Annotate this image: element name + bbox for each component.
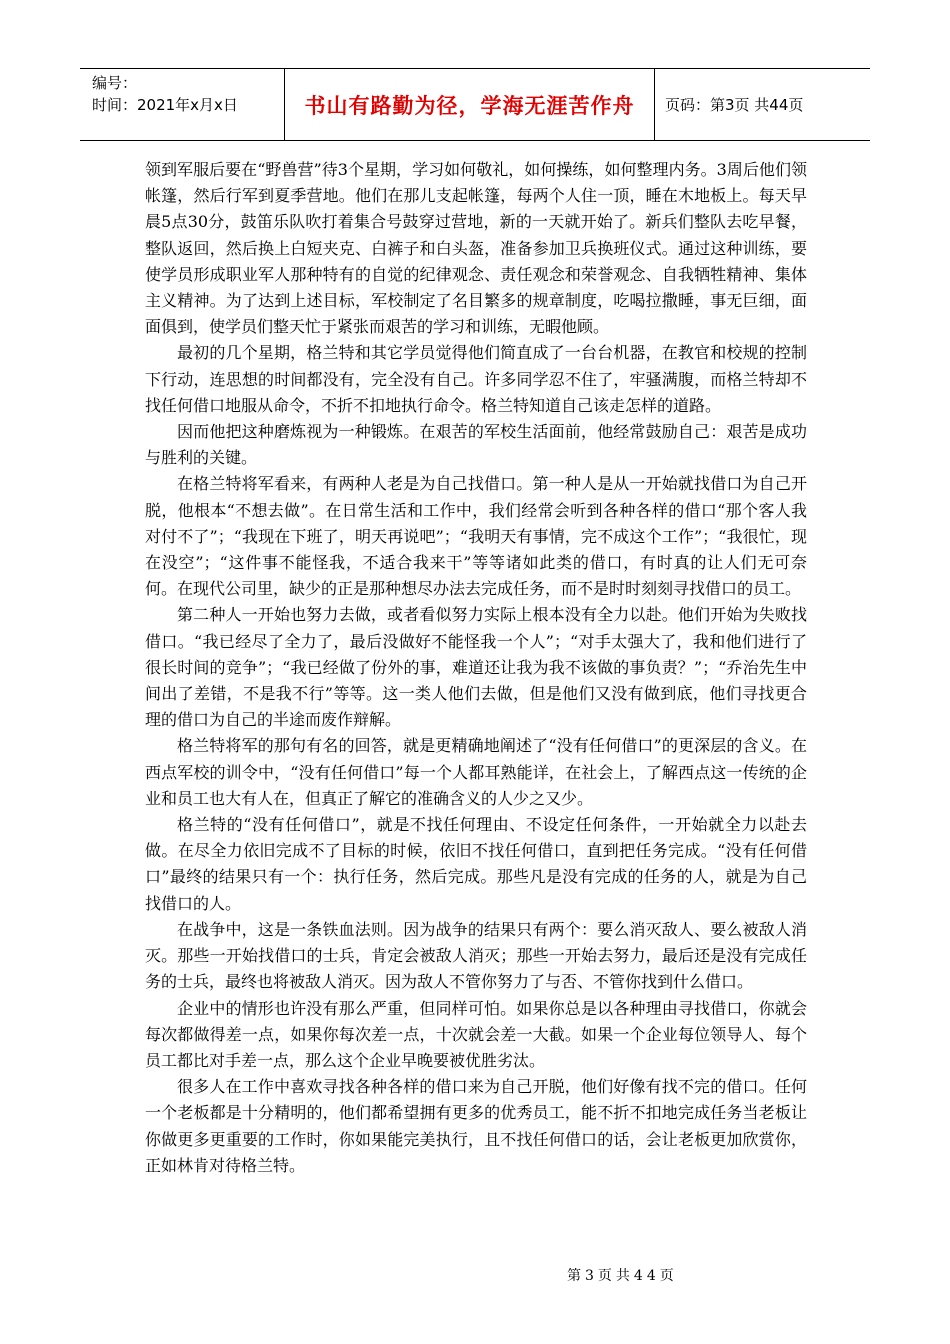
paragraph: 在格兰特将军看来，有两种人老是为自己找借口。第一种人是从一开始就找借口为自己开脱，他根本“不想去做”。在日常生活和工作中，我们经常会听到各种各样的借口“那个客人我对付不了”；“我现在下班了，明天再说吧”；“我明天有事情，完不成这个工作”；“我很忙，现在没空”；“这件事不能怪我，不适合我来干”等等诸如此类的借口，有时真的让人们无可奈何。在现代公司里，缺少的正是那种想尽办法去完成任务，而不是时时刻刻寻找借口的员工。 — [145, 474, 807, 599]
header-page-info-cell — [655, 69, 870, 140]
header-meta — [80, 69, 285, 140]
header-motto-cell — [285, 69, 655, 140]
paragraph: 格兰特的“没有任何借口”，就是不找任何理由、不设定任何条件，一开始就全力以赴去做。在尽全力依旧完成不了目标的时候，依旧不找任何借口，直到把任务完成。“没有任何借口”最终的结果只有一个：执行任务，然后完成。那些凡是没有完成的任务的人，就是为自己找借口的人。 — [145, 815, 807, 913]
page-info: 页码：第3页 共44页 — [665, 96, 804, 114]
paragraph: 领到军服后要在“野兽营”待3个星期，学习如何敬礼，如何操练，如何整理内务。3周后他们领帐篷，然后行军到夏季营地。他们在那儿支起帐篷，每两个人住一顶，睡在木地板上。每天早晨5点30分，鼓笛乐队吹打着集合号鼓穿过营地，新的一天就开始了。新兵们整队去吃早餐，整队返回，然后换上白短夹克、白裤子和白头盔，准备参加卫兵换班仪式。通过这种训练，要使学员形成职业军人那种特有的自觉的纪律观念、责任观念和荣誉观念、自我牺牲精神、集体主义精神。为了达到上述目标，军校制定了名目繁多的规章制度，吃喝拉撒睡，事无巨细，面面俱到，使学员们整天忙于紧张而艰苦的学习和训练，无暇他顾。 — [145, 160, 807, 337]
document-body — [145, 157, 807, 1179]
page-header — [80, 68, 870, 141]
paragraph: 很多人在工作中喜欢寻找各种各样的借口来为自己开脱，他们好像有找不完的借口。任何一个老板都是十分精明的，他们都希望拥有更多的优秀员工，能不折不扣地完成任务当老板让你做更多更重要的工作时，你如果能完美执行，且不找任何借口的话，会让老板更加欣赏你，正如林肯对待格兰特。 — [145, 1077, 807, 1175]
paragraph: 第二种人一开始也努力去做，或者看似努力实际上根本没有全力以赴。他们开始为失败找借口。“我已经尽了全力了，最后没做好不能怪我一个人”；“对手太强大了，我和他们进行了很长时间的竞争”；“我已经做了份外的事，难道还让我为我不该做的事负责？”；“乔治先生中间出了差错，不是我不行”等等。这一类人他们去做，但是他们又没有做到底，他们寻找更合理的借口为自己的半途而废作辩解。 — [145, 605, 807, 730]
page-footer: 第3页共44页 — [567, 1268, 678, 1284]
paragraph: 因而他把这种磨炼视为一种锻炼。在艰苦的军校生活面前，他经常鼓励自己：艰苦是成功与胜利的关键。 — [145, 422, 807, 468]
paragraph: 企业中的情形也许没有那么严重，但同样可怕。如果你总是以各种理由寻找借口，你就会每次都做得差一点，如果你每次差一点，十次就会差一大截。如果一个企业每位领导人、每个员工都比对手差一点，那么这个企业早晚要被优胜劣汰。 — [145, 998, 807, 1070]
paragraph: 最初的几个星期，格兰特和其它学员觉得他们简直成了一台台机器，在教官和校规的控制下行动，连思想的时间都没有，完全没有自己。许多同学忍不住了，牢骚满腹，而格兰特却不找任何借口地服从命令，不折不扣地执行命令。格兰特知道自己该走怎样的道路。 — [145, 343, 807, 415]
time-label: 时间：2021年x月x日 — [92, 96, 238, 114]
motto-text: 书山有路勤为径，学海无涯苦作舟 — [304, 93, 635, 118]
paragraph: 格兰特将军的那句有名的回答，就是更精确地阐述了“没有任何借口”的更深层的含义。在西点军校的训令中，“没有任何借口”每一个人都耳熟能详，在社会上，了解西点这一传统的企业和员工也大有人在，但真正了解它的准确含义的人少之又少。 — [145, 736, 807, 808]
paragraph: 在战争中，这是一条铁血法则。因为战争的结果只有两个：要么消灭敌人、要么被敌人消灭。那些一开始找借口的士兵，肯定会被敌人消灭；那些一开始去努力，最后还是没有完成任务的士兵，最终也将被敌人消灭。因为敌人不管你努力了与否、不管你找到什么借口。 — [145, 919, 807, 992]
code-label: 编号： — [92, 74, 138, 92]
